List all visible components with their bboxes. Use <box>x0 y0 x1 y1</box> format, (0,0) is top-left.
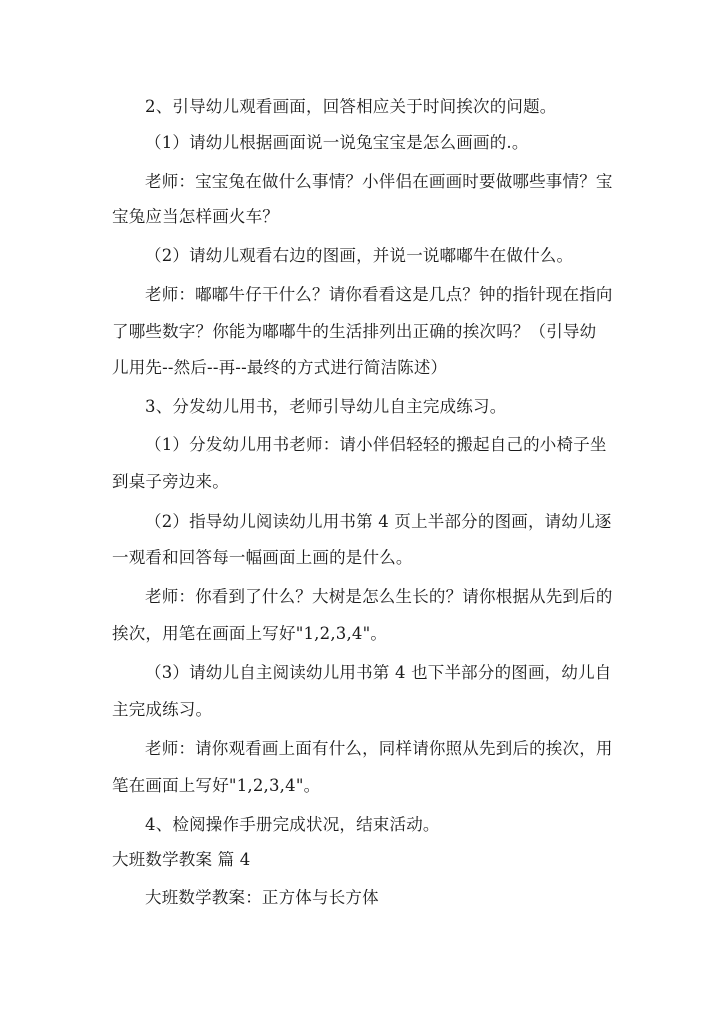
paragraph-step-3-2: （2）指导幼儿阅读幼儿用书第 4 页上半部分的图画，请幼儿逐 <box>145 512 612 531</box>
paragraph-step-2-1: （1）请幼儿根据画面说一说兔宝宝是怎么画画的.。 <box>145 133 529 152</box>
paragraph-teacher-line-4-cont: 笔在画面上写好"1,2,3,4"。 <box>112 776 321 795</box>
paragraph-step-2: 2、引导幼儿观看画面，回答相应关于时间挨次的问题。 <box>145 97 557 116</box>
paragraph-step-3-3-cont: 主完成练习。 <box>112 700 213 719</box>
paragraph-step-3-1-cont: 到桌子旁边来。 <box>112 472 229 491</box>
paragraph-teacher-line-1: 老师：宝宝兔在做什么事情？小伴侣在画画时要做哪些事情？宝 <box>145 172 613 191</box>
paragraph-step-3-3: （3）请幼儿自主阅读幼儿用书第 4 也下半部分的图画，幼儿自 <box>145 663 612 682</box>
paragraph-step-3-2-cont: 一观看和回答每一幅画面上画的是什么。 <box>112 548 413 567</box>
paragraph-step-3-1: （1）分发幼儿用书老师：请小伴侣轻轻的搬起自己的小椅子坐 <box>145 435 607 454</box>
paragraph-step-4: 4、检阅操作手册完成状况，结束活动。 <box>145 815 440 834</box>
paragraph-teacher-line-2-cont2: 儿用先--然后--再--最终的方式进行简洁陈述） <box>112 358 448 377</box>
paragraph-step-3: 3、分发幼儿用书，老师引导幼儿自主完成练习。 <box>145 397 507 416</box>
paragraph-teacher-line-3: 老师：你看到了什么？大树是怎么生长的？请你根据从先到后的 <box>145 587 613 606</box>
paragraph-step-2-2: （2）请幼儿观看右边的图画，并说一说嘟嘟牛在做什么。 <box>145 246 574 265</box>
paragraph-teacher-line-2-cont: 了哪些数字？你能为嘟嘟牛的生活排列出正确的挨次吗？（引导幼 <box>112 322 597 341</box>
section-heading: 大班数学教案 篇 4 <box>112 850 251 869</box>
paragraph-teacher-line-1-cont: 宝兔应当怎样画火车？ <box>112 207 279 226</box>
paragraph-teacher-line-4: 老师：请你观看画上面有什么，同样请你照从先到后的挨次，用 <box>145 739 613 758</box>
lesson-title: 大班数学教案：正方体与长方体 <box>145 888 379 907</box>
paragraph-teacher-line-3-cont: 挨次，用笔在画面上写好"1,2,3,4"。 <box>112 624 388 643</box>
paragraph-teacher-line-2: 老师：嘟嘟牛仔干什么？请你看看这是几点？钟的指针现在指向 <box>145 285 613 304</box>
